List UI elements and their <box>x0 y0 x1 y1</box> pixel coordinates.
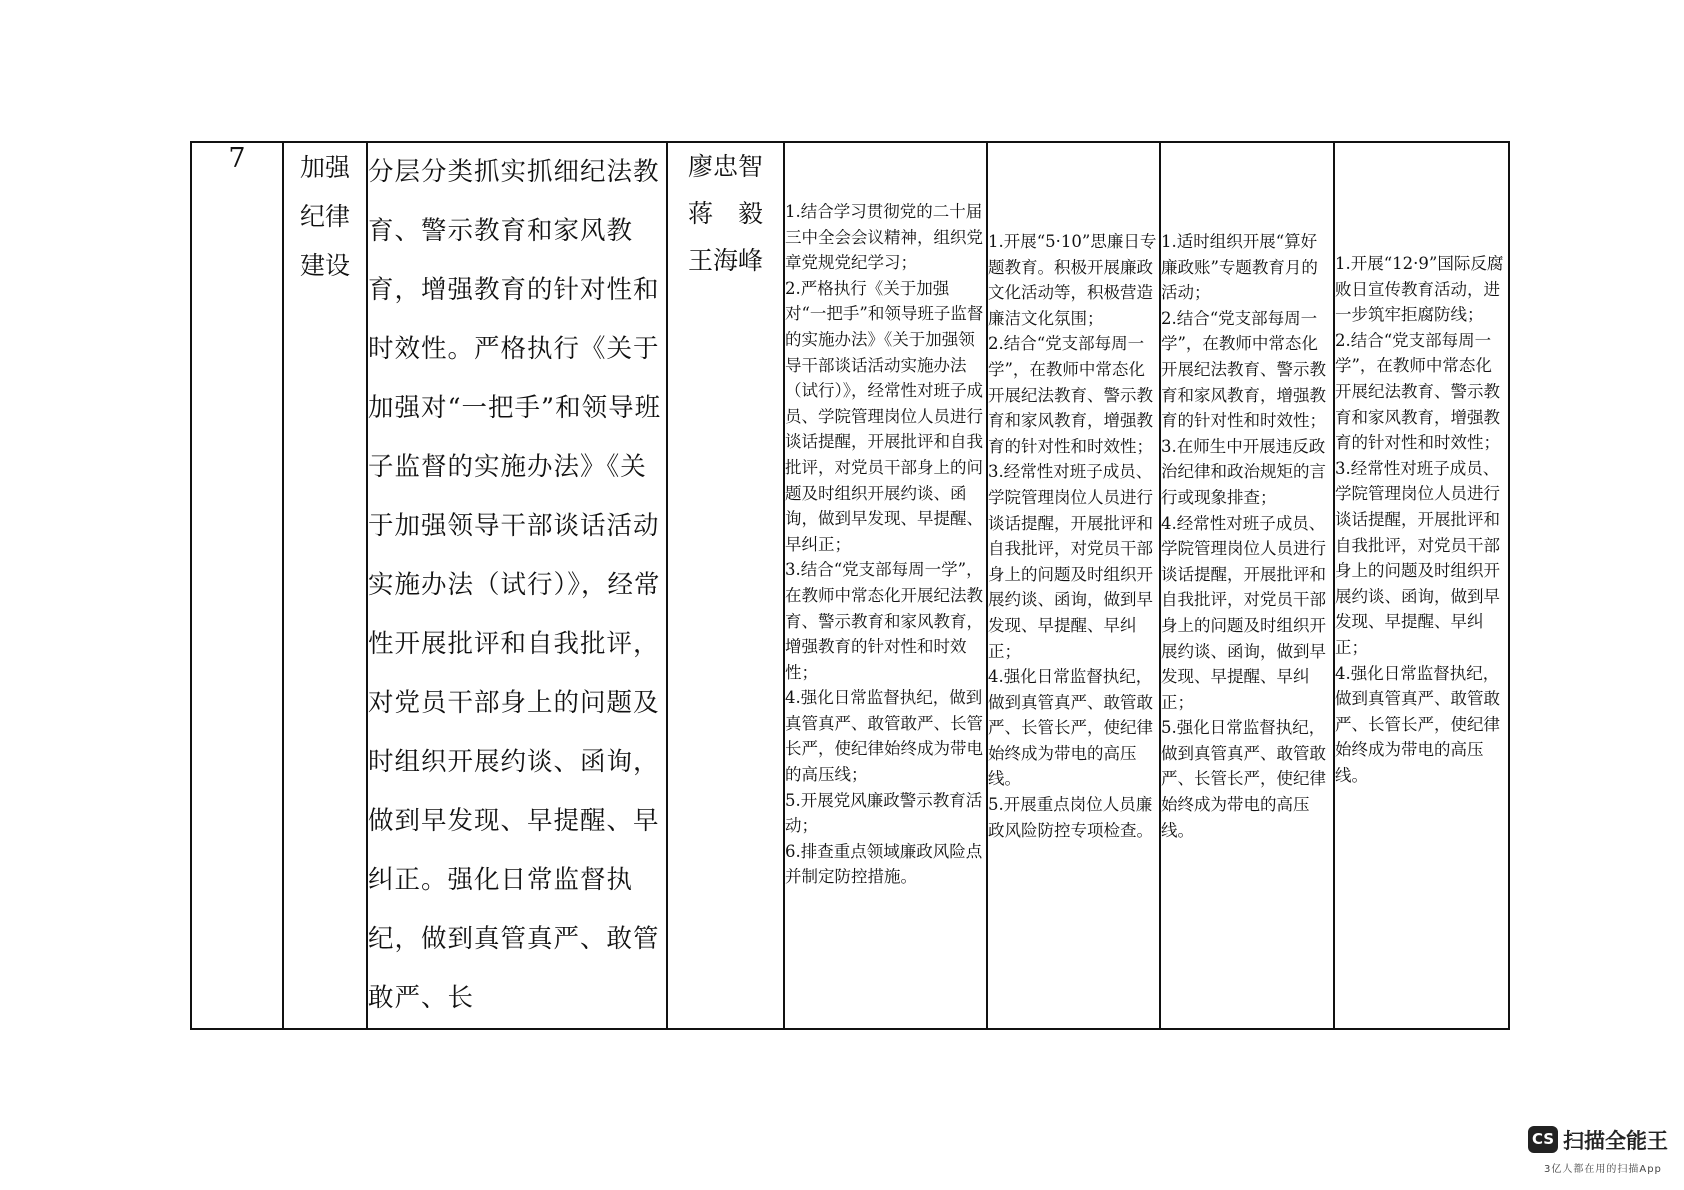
measures-q2-cell <box>987 142 1160 1029</box>
measure-item: 1.结合学习贯彻党的二十届三中全会会议精神，组织党章党规党纪学习； <box>785 202 983 273</box>
measure-item: 4.强化日常监督执纪，做到真管真严、敢管敢严、长管长严，使纪律始终成为带电的高压线。 <box>1335 663 1500 785</box>
measures-overall-cell <box>784 142 987 1029</box>
measure-item: 3.经常性对班子成员、学院管理岗位人员进行谈话提醒，开展批评和自我批评，对党员干部身上的问题及时组织开展约谈、函询，做到早发现、早提醒、早纠正； <box>1335 458 1500 657</box>
scanner-watermark <box>1528 1122 1668 1178</box>
measure-item: 5.强化日常监督执纪，做到真管真严、敢管敢严、长管长严，使纪律始终成为带电的高压线。 <box>1161 718 1326 840</box>
watermark-slogan: 3亿人都在用的扫描App <box>1544 1164 1662 1175</box>
measure-item: 6.排查重点领域廉政风险点并制定防控措施。 <box>785 841 983 887</box>
measure-item: 5.开展党风廉政警示教育活动； <box>785 790 983 836</box>
measure-item: 2.结合“党支部每周一学”，在教师中常态化开展纪法教育、警示教育和家风教育，增强教育的针对性和时效性； <box>1335 330 1500 453</box>
task-line: 纪律 <box>299 202 350 231</box>
measure-item: 2.严格执行《关于加强对“一把手”和领导班子监督的实施办法》《关于加强领导干部谈话活动实施办法（试行）》，经常性对班子成员、学院管理岗位人员进行谈话提醒，开展批评和自我批评，对党员干部身上的问题及时组织开展约谈、函询，做到早发现、早提醒、早纠正； <box>785 278 984 554</box>
responsible-person: 王海峰 <box>687 246 763 275</box>
table-row <box>191 142 1509 1029</box>
measure-item: 3.结合“党支部每周一学”，在教师中常态化开展纪法教育、警示教育和家风教育，增强教育的针对性和时效性； <box>785 560 983 682</box>
measures-q4-cell <box>1334 142 1509 1029</box>
watermark-name: 扫描全能王 <box>1563 1129 1668 1153</box>
measure-item: 4.强化日常监督执纪，做到真管真严、敢管敢严、长管长严，使纪律始终成为带电的高压线。 <box>988 667 1153 789</box>
measure-item: 4.经常性对班子成员、学院管理岗位人员进行谈话提醒，开展批评和自我批评，对党员干部身上的问题及时组织开展约谈、函询，做到早发现、早提醒、早纠正； <box>1161 513 1326 712</box>
task-line: 加强 <box>299 153 350 182</box>
goal-cell: 分层分类抓实抓细纪法教育、警示教育和家风教育，增强教育的针对性和时效性。严格执行《关于加强对“一把手”和领导班子监督的实施办法》《关于加强领导干部谈话活动实施办法（试行）》，经常性开展批评和自我批评，对党员干部身上的问题及时组织开展约谈、函询，做到早发现、早提醒、早纠正。强化日常监督执纪，做到真管真严、敢管敢严、长 <box>367 142 667 1029</box>
responsible-person: 蒋 毅 <box>687 199 763 228</box>
row-number: 7 <box>191 142 283 1029</box>
task-cell <box>283 142 367 1029</box>
measure-item: 2.结合“党支部每周一学”，在教师中常态化开展纪法教育、警示教育和家风教育，增强教育的针对性和时效性； <box>1161 308 1326 431</box>
measures-q3-cell <box>1160 142 1334 1029</box>
measure-item: 4.强化日常监督执纪，做到真管真严、敢管敢严、长管长严，使纪律始终成为带电的高压线； <box>785 688 983 785</box>
measure-item: 3.在师生中开展违反政治纪律和政治规矩的言行或现象排查； <box>1161 436 1326 507</box>
responsible-people-cell <box>667 142 784 1029</box>
camscanner-logo-icon: CS <box>1528 1126 1558 1153</box>
task-line: 建设 <box>299 251 350 280</box>
measure-item: 3.经常性对班子成员、学院管理岗位人员进行谈话提醒，开展批评和自我批评，对党员干部身上的问题及时组织开展约谈、函询，做到早发现、早提醒、早纠正； <box>988 462 1153 661</box>
responsible-person: 廖忠智 <box>687 152 763 181</box>
measure-item: 2.结合“党支部每周一学”，在教师中常态化开展纪法教育、警示教育和家风教育，增强教育的针对性和时效性； <box>988 334 1153 456</box>
plan-table <box>190 141 1510 1030</box>
measure-item: 5.开展重点岗位人员廉政风险防控专项检查。 <box>988 795 1153 840</box>
measure-item: 1.适时组织开展“算好廉政账”专题教育月的活动； <box>1161 232 1318 303</box>
measure-item: 1.开展“5·10”思廉日专题教育。积极开展廉政文化活动等，积极营造廉洁文化氛围； <box>988 232 1157 328</box>
measure-item: 1.开展“12·9”国际反腐败日宣传教育活动，进一步筑牢拒腐防线； <box>1335 254 1504 325</box>
